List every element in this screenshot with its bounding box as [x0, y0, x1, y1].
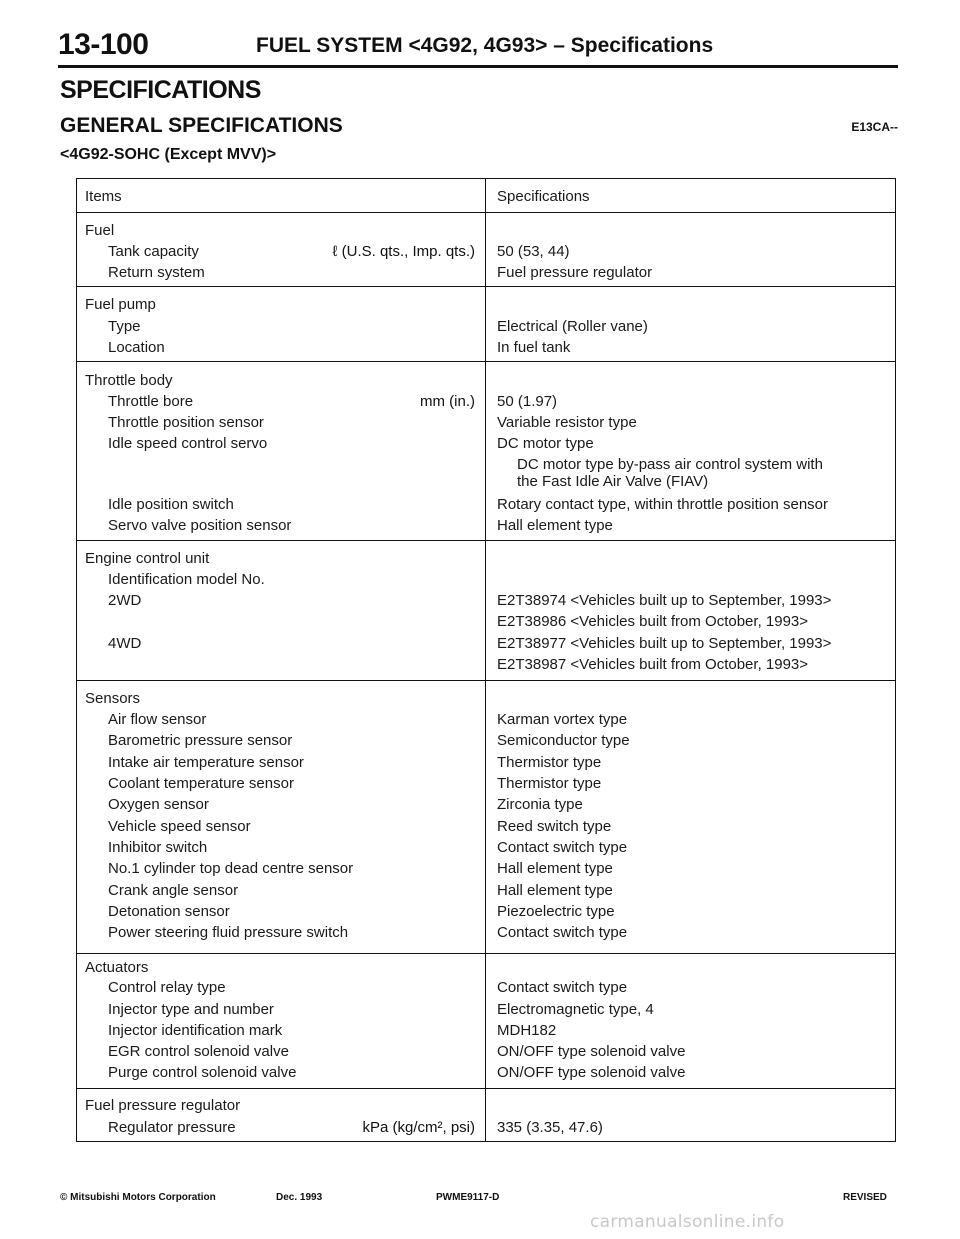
- value-sensor: Contact switch type: [497, 924, 628, 941]
- value-throttle-bore: 50 (1.97): [497, 393, 558, 410]
- column-header-specifications: Specifications: [497, 188, 590, 205]
- footer-copyright: © Mitsubishi Motors Corporation: [60, 1192, 216, 1203]
- value-sensor: Thermistor type: [497, 754, 602, 771]
- unit-tank-capacity: ℓ (U.S. qts., Imp. qts.): [332, 243, 475, 260]
- label-sensor: Inhibitor switch: [108, 839, 208, 856]
- label-sensor: Coolant temperature sensor: [108, 775, 294, 792]
- value-sensor: Reed switch type: [497, 818, 612, 835]
- label-idle-speed-control-servo: Idle speed control servo: [108, 435, 268, 452]
- value-4wd-early: E2T38977 <Vehicles built up to September, 1993>: [497, 635, 832, 652]
- row-divider: [77, 212, 895, 213]
- value-idle-speed-control-servo-alt2: the Fast Idle Air Valve (FIAV): [517, 473, 709, 490]
- label-actuator: Control relay type: [108, 979, 226, 996]
- label-sensor: No.1 cylinder top dead centre sensor: [108, 860, 354, 877]
- value-return-system: Fuel pressure regulator: [497, 264, 653, 281]
- row-divider: [77, 953, 895, 954]
- row-divider: [77, 1088, 895, 1089]
- value-throttle-position-sensor: Variable resistor type: [497, 414, 637, 431]
- page-header: [58, 28, 898, 68]
- specifications-table: [76, 178, 896, 1142]
- label-actuator: Purge control solenoid valve: [108, 1064, 297, 1081]
- group-engine-control-unit: Engine control unit: [85, 550, 210, 567]
- value-actuator: MDH182: [497, 1022, 557, 1039]
- label-4wd: 4WD: [108, 635, 142, 652]
- value-sensor: Contact switch type: [497, 839, 628, 856]
- value-sensor: Zirconia type: [497, 796, 583, 813]
- value-servo-valve-position-sensor: Hall element type: [497, 517, 613, 534]
- value-actuator: ON/OFF type solenoid valve: [497, 1064, 686, 1081]
- label-sensor: Air flow sensor: [108, 711, 207, 728]
- label-tank-capacity: Tank capacity: [108, 243, 199, 260]
- footer-document-code: PWME9117-D: [436, 1192, 500, 1203]
- label-actuator: EGR control solenoid valve: [108, 1043, 289, 1060]
- value-2wd-early: E2T38974 <Vehicles built up to September, 1993>: [497, 592, 832, 609]
- row-divider: [77, 361, 895, 362]
- value-pump-type: Electrical (Roller vane): [497, 318, 648, 335]
- value-actuator: ON/OFF type solenoid valve: [497, 1043, 686, 1060]
- unit-throttle-bore: mm (in.): [420, 393, 475, 410]
- value-pump-location: In fuel tank: [497, 339, 571, 356]
- value-sensor: Hall element type: [497, 860, 613, 877]
- label-actuator: Injector identification mark: [108, 1022, 283, 1039]
- label-sensor: Power steering fluid pressure switch: [108, 924, 349, 941]
- row-divider: [77, 286, 895, 287]
- value-idle-speed-control-servo: DC motor type: [497, 435, 594, 452]
- footer-revised: REVISED: [843, 1192, 887, 1203]
- label-sensor: Crank angle sensor: [108, 882, 239, 899]
- group-throttle-body: Throttle body: [85, 372, 173, 389]
- label-identification-model: Identification model No.: [108, 571, 265, 588]
- label-return-system: Return system: [108, 264, 205, 281]
- value-sensor: Karman vortex type: [497, 711, 628, 728]
- label-2wd: 2WD: [108, 592, 142, 609]
- section-code: E13CA--: [851, 120, 898, 134]
- label-actuator: Injector type and number: [108, 1001, 274, 1018]
- label-throttle-position-sensor: Throttle position sensor: [108, 414, 264, 431]
- value-sensor: Thermistor type: [497, 775, 602, 792]
- watermark: carmanualsonline.info: [590, 1212, 785, 1232]
- label-sensor: Barometric pressure sensor: [108, 732, 293, 749]
- heading-specifications: SPECIFICATIONS: [60, 76, 261, 104]
- value-actuator: Contact switch type: [497, 979, 628, 996]
- label-idle-position-switch: Idle position switch: [108, 496, 234, 513]
- heading-engine-variant: <4G92-SOHC (Except MVV)>: [60, 146, 277, 163]
- group-actuators: Actuators: [85, 959, 149, 976]
- group-sensors: Sensors: [85, 690, 141, 707]
- value-regulator-pressure: 335 (3.35, 47.6): [497, 1119, 603, 1136]
- label-pump-location: Location: [108, 339, 165, 356]
- label-sensor: Oxygen sensor: [108, 796, 209, 813]
- footer-date: Dec. 1993: [276, 1192, 323, 1203]
- label-sensor: Detonation sensor: [108, 903, 230, 920]
- unit-regulator-pressure: kPa (kg/cm², psi): [362, 1119, 475, 1136]
- section-title: FUEL SYSTEM <4G92, 4G93> – Specifications: [256, 34, 714, 57]
- group-fuel: Fuel: [85, 222, 115, 239]
- value-sensor: Hall element type: [497, 882, 613, 899]
- label-sensor: Intake air temperature sensor: [108, 754, 304, 771]
- label-pump-type: Type: [108, 318, 141, 335]
- column-divider: [485, 179, 486, 1141]
- value-idle-position-switch: Rotary contact type, within throttle position sensor: [497, 496, 828, 513]
- column-header-items: Items: [85, 188, 122, 205]
- value-actuator: Electromagnetic type, 4: [497, 1001, 654, 1018]
- value-4wd-late: E2T38987 <Vehicles built from October, 1993>: [497, 656, 809, 673]
- label-sensor: Vehicle speed sensor: [108, 818, 251, 835]
- value-tank-capacity: 50 (53, 44): [497, 243, 570, 260]
- row-divider: [77, 680, 895, 681]
- group-fuel-pump: Fuel pump: [85, 296, 156, 313]
- row-divider: [77, 540, 895, 541]
- group-fuel-pressure-regulator: Fuel pressure regulator: [85, 1097, 241, 1114]
- value-2wd-late: E2T38986 <Vehicles built from October, 1993>: [497, 613, 809, 630]
- value-sensor: Semiconductor type: [497, 732, 630, 749]
- label-servo-valve-position-sensor: Servo valve position sensor: [108, 517, 292, 534]
- label-regulator-pressure: Regulator pressure: [108, 1119, 236, 1136]
- heading-general-specifications: GENERAL SPECIFICATIONS: [60, 114, 343, 137]
- value-sensor: Piezoelectric type: [497, 903, 615, 920]
- page-number: 13-100: [58, 28, 149, 61]
- label-throttle-bore: Throttle bore: [108, 393, 194, 410]
- value-idle-speed-control-servo-alt: DC motor type by-pass air control system with: [517, 456, 823, 473]
